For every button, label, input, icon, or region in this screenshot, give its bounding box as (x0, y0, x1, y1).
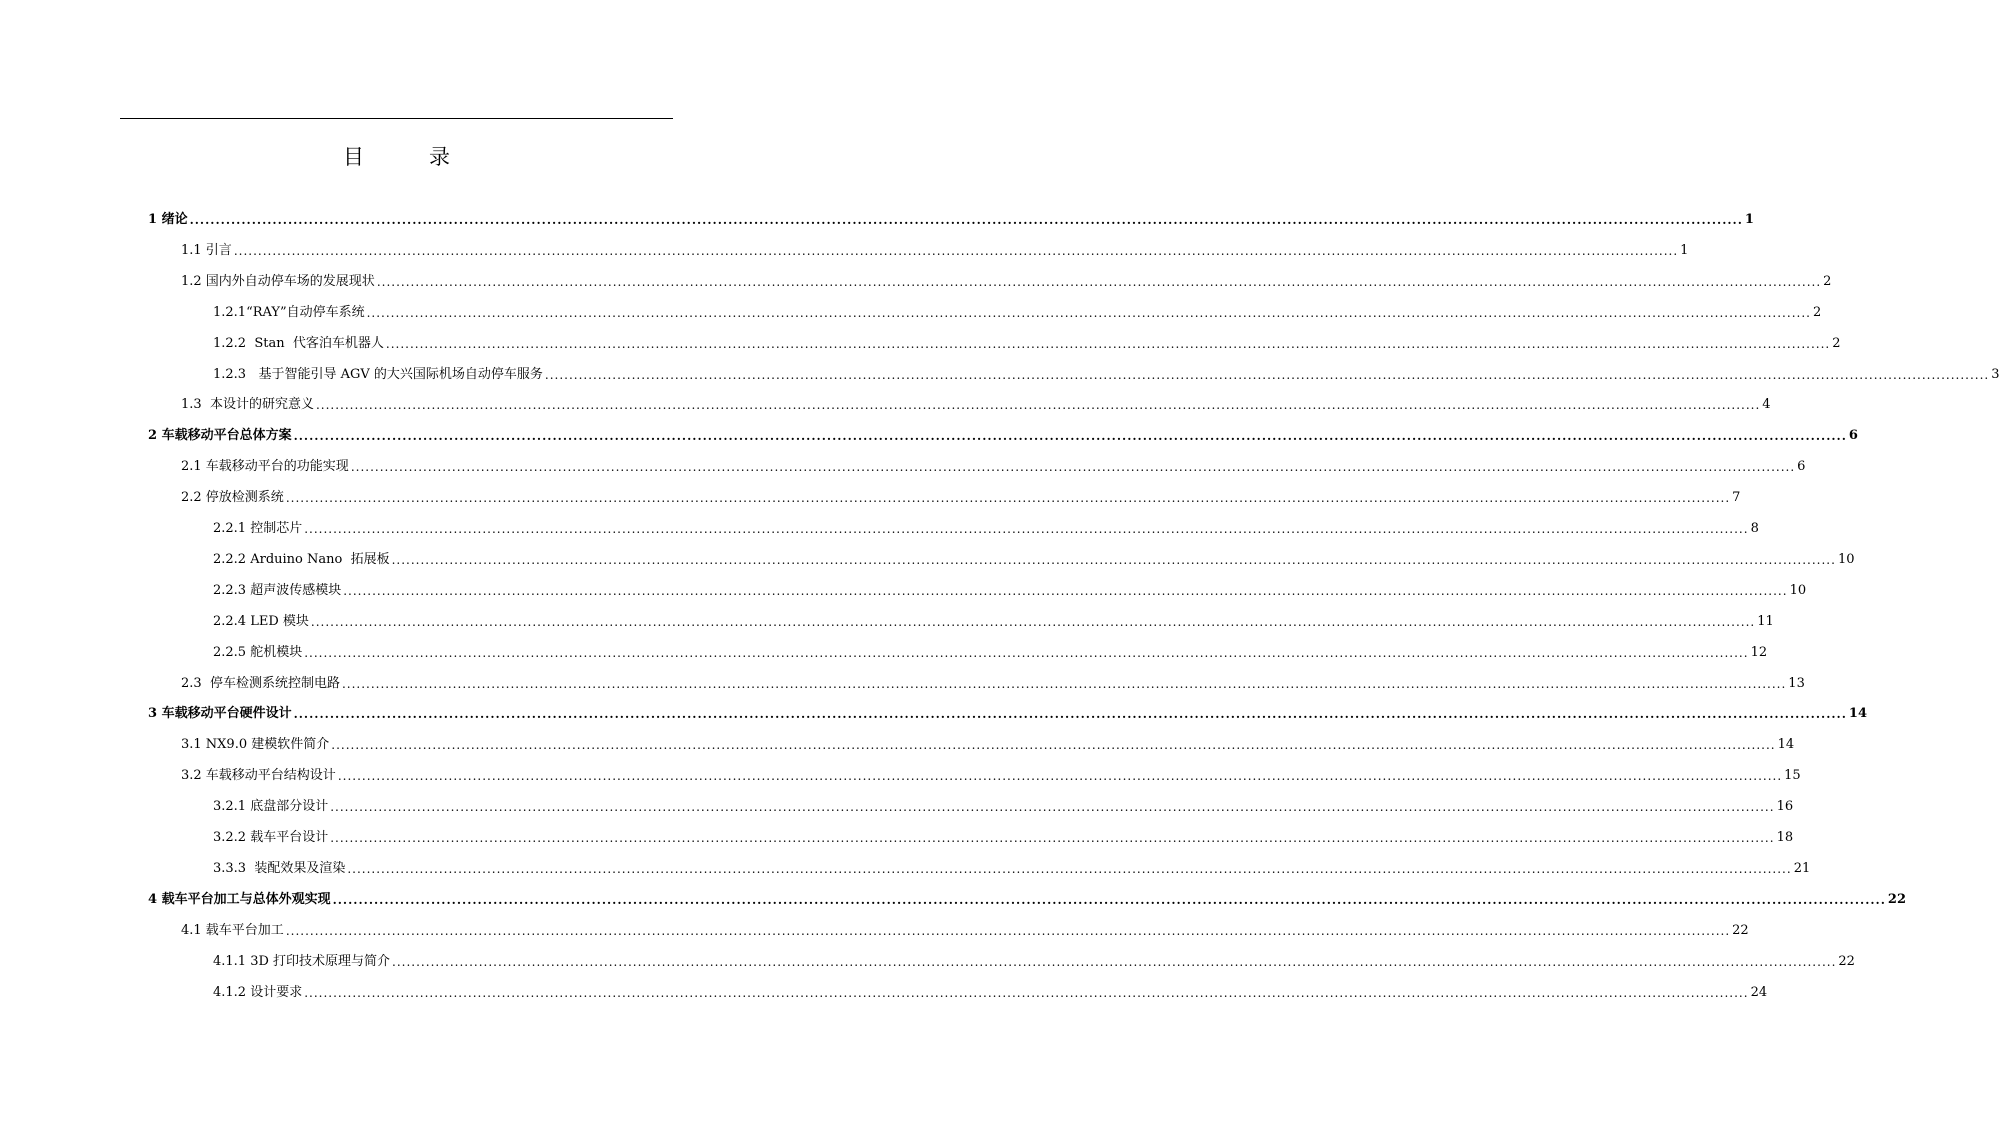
toc-dot-leader: ............................................................................................................................................................................................................................................................................................................ (347, 862, 1792, 876)
toc-entry[interactable] (213, 304, 1822, 322)
toc-entry-title: 2.2.4 LED 模块 (213, 614, 309, 629)
toc-entry-title: 3.2 车载移动平台结构设计 (181, 768, 336, 783)
toc-entry[interactable] (181, 242, 1689, 260)
toc-page-number: 12 (1750, 645, 1768, 660)
toc-dot-leader: ............................................................................................................................................................................................................................................................................................................ (332, 893, 1886, 907)
toc-entry[interactable] (213, 520, 1759, 538)
toc-entry-title: 4.1.2 设计要求 (213, 985, 303, 1000)
toc-entry-title: 1.3 本设计的研究意义 (181, 397, 314, 412)
toc-page-number: 1 (1744, 212, 1754, 227)
toc-dot-leader: ............................................................................................................................................................................................................................................................................................................ (293, 707, 1847, 721)
toc-page-number: 3 (1991, 367, 2000, 382)
toc-dot-leader: ............................................................................................................................................................................................................................................................................................................ (366, 306, 1811, 320)
toc-page-number: 6 (1797, 459, 1806, 474)
toc-page-number: 8 (1750, 521, 1759, 536)
toc-dot-leader: ............................................................................................................................................................................................................................................................................................................ (310, 615, 1756, 629)
toc-entry-title: 4 载车平台加工与总体外观实现 (148, 892, 331, 907)
toc-dot-leader: ............................................................................................................................................................................................................................................................................................................ (285, 491, 1731, 505)
toc-dot-leader: ............................................................................................................................................................................................................................................................................................................ (189, 213, 1743, 227)
toc-entry-title: 2.1 车载移动平台的功能实现 (181, 459, 349, 474)
toc-entry[interactable] (148, 705, 1867, 723)
toc-page-number: 10 (1837, 552, 1855, 567)
toc-entry-title: 2.2.5 舵机模块 (213, 645, 303, 660)
toc-page-number: 22 (1887, 892, 1906, 907)
toc-entry-title: 2.2.1 控制芯片 (213, 521, 303, 536)
toc-entry-title: 1 绪论 (148, 212, 188, 227)
toc-entry[interactable] (213, 984, 1768, 1002)
toc-entry-title: 1.2.1“RAY”自动停车系统 (213, 305, 365, 320)
toc-page-number: 24 (1750, 985, 1768, 1000)
toc-page-number: 16 (1776, 799, 1794, 814)
toc-entry-title: 2.2 停放检测系统 (181, 490, 284, 505)
toc-page-number: 10 (1789, 583, 1807, 598)
toc-dot-leader: ............................................................................................................................................................................................................................................................................................................ (315, 398, 1761, 412)
toc-dot-leader: ............................................................................................................................................................................................................................................................................................................ (304, 522, 1749, 536)
toc-page-number: 22 (1838, 954, 1855, 969)
toc-dot-leader: ............................................................................................................................................................................................................................................................................................................ (385, 337, 1831, 351)
toc-page-number: 14 (1777, 737, 1795, 752)
toc-dot-leader: ............................................................................................................................................................................................................................................................................................................ (304, 646, 1749, 660)
toc-page-number: 11 (1757, 614, 1774, 629)
toc-dot-leader: ............................................................................................................................................................................................................................................................................................................ (331, 738, 1776, 752)
toc-entry[interactable] (213, 551, 1855, 569)
toc-entry-title: 1.2.2 Stan 代客泊车机器人 (213, 336, 384, 351)
toc-dot-leader: ............................................................................................................................................................................................................................................................................................................ (392, 955, 1837, 969)
toc-entry-title: 3.2.2 载车平台设计 (213, 830, 329, 845)
toc-entry-title: 1.2 国内外自动停车场的发展现状 (181, 274, 375, 289)
toc-entry-title: 3.3.3 装配效果及渲染 (213, 861, 346, 876)
toc-dot-leader: ............................................................................................................................................................................................................................................................................................................ (343, 584, 1788, 598)
toc-entry-title: 1.2.3 基于智能引导 AGV 的大兴国际机场自动停车服务 (213, 367, 543, 382)
toc-entry[interactable] (213, 613, 1774, 631)
toc-entry[interactable] (148, 427, 1858, 445)
toc-dot-leader: ............................................................................................................................................................................................................................................................................................................ (330, 800, 1775, 814)
toc-dot-leader: ............................................................................................................................................................................................................................................................................................................ (233, 244, 1679, 258)
toc-entry[interactable] (148, 211, 1754, 229)
toc-dot-leader: ............................................................................................................................................................................................................................................................................................................ (391, 553, 1836, 567)
toc-entry-title: 1.1 引言 (181, 243, 232, 258)
toc-entry-title: 2.2.2 Arduino Nano 拓展板 (213, 552, 390, 567)
toc-page-number: 7 (1732, 490, 1741, 505)
toc-entry[interactable] (213, 798, 1794, 816)
toc-dot-leader: ............................................................................................................................................................................................................................................................................................................ (350, 460, 1796, 474)
toc-page-number: 2 (1812, 305, 1822, 320)
toc-entry[interactable] (213, 953, 1855, 971)
toc-dot-leader: ............................................................................................................................................................................................................................................................................................................ (304, 986, 1749, 1000)
toc-page-number: 2 (1823, 274, 1832, 289)
toc-dot-leader: ............................................................................................................................................................................................................................................................................................................ (341, 677, 1787, 691)
toc-entry-title: 2.2.3 超声波传感模块 (213, 583, 342, 598)
toc-dot-leader: ............................................................................................................................................................................................................................................................................................................ (330, 831, 1775, 845)
toc-page-number: 21 (1793, 861, 1811, 876)
toc-entry[interactable] (181, 675, 1805, 693)
toc-page-number: 4 (1762, 397, 1771, 412)
toc-page-number: 13 (1788, 676, 1805, 691)
toc-entry-title: 3 车载移动平台硬件设计 (148, 706, 292, 721)
toc-entry[interactable] (213, 860, 1811, 878)
toc-entry-title: 4.1 载车平台加工 (181, 923, 284, 938)
page-title: 目 录 (343, 145, 472, 169)
toc-entry-title: 3.1 NX9.0 建模软件简介 (181, 737, 330, 752)
toc-entry[interactable] (181, 489, 1741, 507)
toc-entry[interactable] (213, 582, 1807, 600)
toc-entry[interactable] (213, 644, 1768, 662)
toc-entry-title: 4.1.1 3D 打印技术原理与简介 (213, 954, 391, 969)
toc-entry[interactable] (181, 922, 1749, 940)
toc-entry-title: 2.3 停车检测系统控制电路 (181, 676, 340, 691)
toc-page-number: 18 (1776, 830, 1794, 845)
toc-dot-leader: ............................................................................................................................................................................................................................................................................................................ (337, 769, 1783, 783)
toc-dot-leader: ............................................................................................................................................................................................................................................................................................................ (285, 924, 1731, 938)
toc-page-number: 15 (1784, 768, 1801, 783)
toc-entry[interactable] (148, 891, 1906, 909)
toc-entry-title: 3.2.1 底盘部分设计 (213, 799, 329, 814)
toc-page-number: 1 (1680, 243, 1689, 258)
toc-page-number: 6 (1848, 428, 1858, 443)
toc-entry[interactable] (181, 767, 1801, 785)
toc-page-number: 14 (1848, 706, 1867, 721)
toc-entry[interactable] (181, 736, 1795, 754)
toc-dot-leader: ............................................................................................................................................................................................................................................................................................................ (293, 429, 1847, 443)
toc-entry[interactable] (181, 458, 1806, 476)
toc-dot-leader: ............................................................................................................................................................................................................................................................................................................ (544, 368, 1990, 382)
toc-page-number: 22 (1732, 923, 1749, 938)
toc-entry[interactable] (181, 273, 1832, 291)
toc-entry[interactable] (213, 366, 2000, 384)
toc-entry[interactable] (213, 829, 1794, 847)
toc-dot-leader: ............................................................................................................................................................................................................................................................................................................ (376, 275, 1822, 289)
toc-entry-title: 2 车载移动平台总体方案 (148, 428, 292, 443)
header-rule (120, 118, 673, 119)
toc-page-number: 2 (1832, 336, 1841, 351)
toc-entry[interactable] (181, 396, 1771, 414)
toc-entry[interactable] (213, 335, 1841, 353)
